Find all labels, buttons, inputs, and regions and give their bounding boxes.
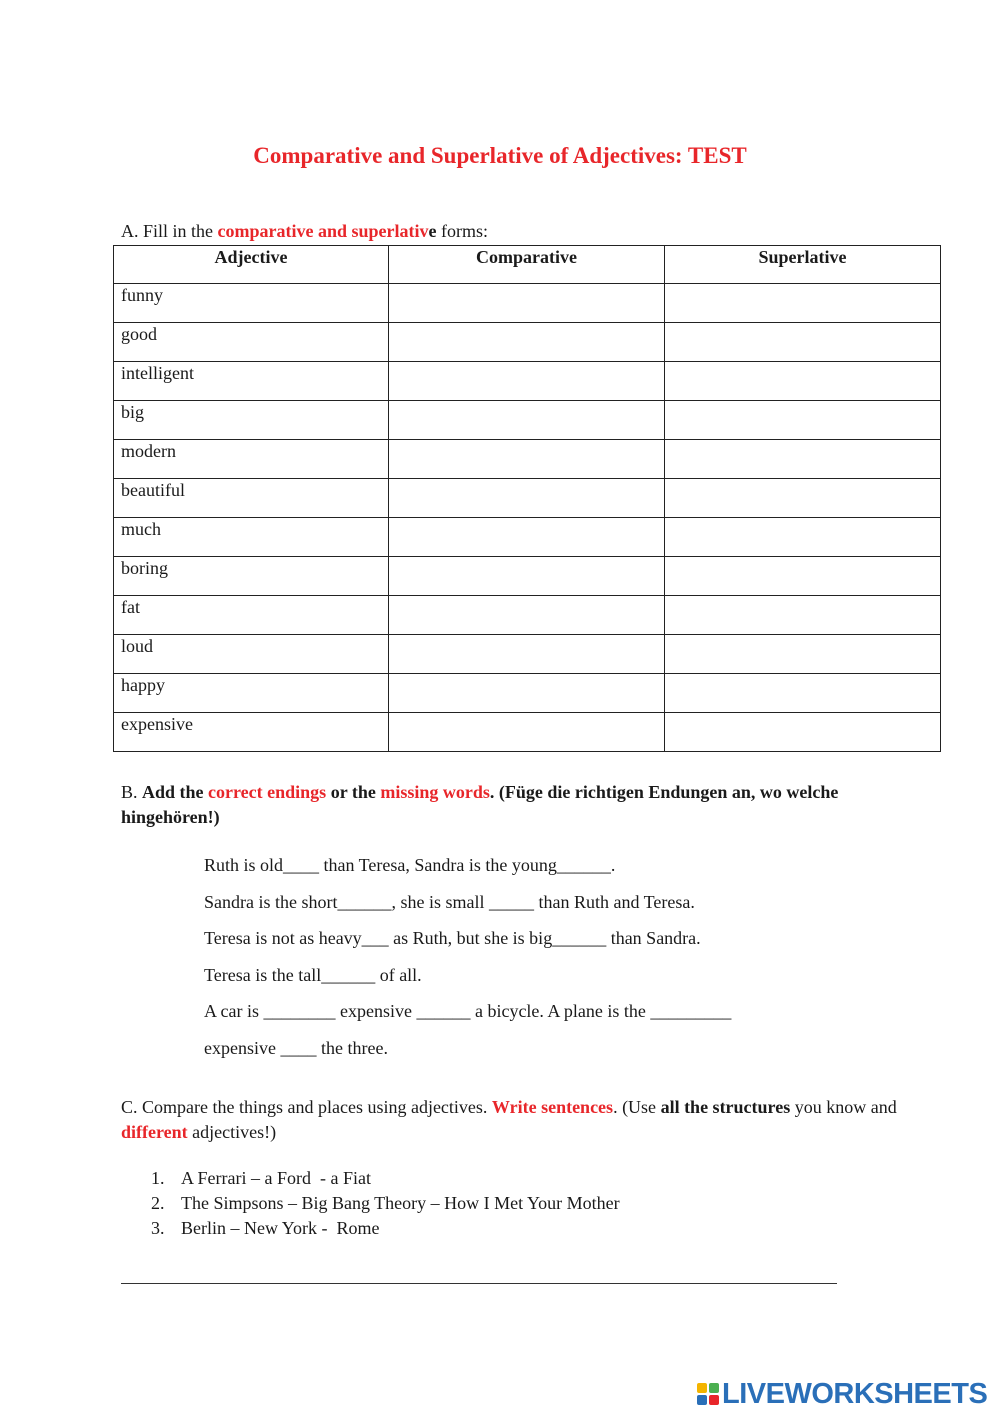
table-row [114,596,941,635]
section-c-text-2: . (Use [613,1097,661,1117]
adjective-cell: much [114,518,389,557]
table-row [114,713,941,752]
compare-items-list [151,1166,620,1241]
table-row [114,635,941,674]
logo-square-1 [697,1383,707,1393]
section-b-text-2: or the [326,782,381,802]
logo-text: LIVEWORKSHEETS [722,1377,988,1410]
list-item-number: 3. [151,1218,165,1238]
logo-square-2 [709,1383,719,1393]
adjective-cell: modern [114,440,389,479]
liveworksheets-logo [697,1378,987,1410]
adjective-cell: expensive [114,713,389,752]
sentence: A car is ________ expensive ______ a bicycle. A plane is the _________ [204,1001,732,1021]
table-row [114,440,941,479]
header-adjective: Adjective [114,246,389,284]
section-a-prefix: A. Fill in the [121,221,218,241]
superlative-answer-cell[interactable] [665,635,941,674]
superlative-answer-cell[interactable] [665,674,941,713]
superlative-answer-cell[interactable] [665,713,941,752]
adjective-table [113,245,941,752]
adjective-cell: happy [114,674,389,713]
adjective-cell: boring [114,557,389,596]
table-header-row [114,246,941,284]
list-item-number: 2. [151,1193,165,1213]
section-a-suffix: forms: [436,221,489,241]
superlative-answer-cell[interactable] [665,284,941,323]
list-item-text: The Simpsons – Big Bang Theory – How I Met Your Mother [181,1193,620,1213]
superlative-answer-cell[interactable] [665,518,941,557]
logo-mark-icon [697,1383,719,1405]
list-item [151,1191,620,1216]
comparative-answer-cell[interactable] [389,440,665,479]
comparative-answer-cell[interactable] [389,596,665,635]
section-c-red-1: Write sentences [491,1097,614,1117]
section-b-text-3: . (Füge die richtigen Endungen an, wo welche hingehören!) [121,782,839,827]
section-b-red-1: correct endings [208,782,327,802]
section-c-instruction [121,1095,901,1145]
comparative-answer-cell[interactable] [389,401,665,440]
adjective-cell: funny [114,284,389,323]
table-row [114,323,941,362]
section-c-red-2: different [121,1122,188,1142]
section-a-highlight-tail: e [428,221,437,241]
table-row [114,557,941,596]
answer-line[interactable] [121,1283,837,1284]
sentence-list [204,853,731,1072]
superlative-answer-cell[interactable] [665,596,941,635]
section-c-text-3: you know and [790,1097,897,1117]
list-item-number: 1. [151,1168,165,1188]
section-c-text-1: C. Compare the things and places using adjectives. [121,1097,492,1117]
superlative-answer-cell[interactable] [665,557,941,596]
section-c-bold-1: all the structures [660,1097,791,1117]
list-item [151,1216,620,1241]
section-b-label: B. [121,782,143,802]
page-title: Comparative and Superlative of Adjectives: TEST [253,143,747,168]
section-b-text-1: Add the [142,782,209,802]
superlative-answer-cell[interactable] [665,401,941,440]
header-superlative: Superlative [665,246,941,284]
comparative-answer-cell[interactable] [389,479,665,518]
list-item [151,1166,620,1191]
section-b-instruction [121,780,881,830]
table-row [114,479,941,518]
list-item-text: A Ferrari – a Ford - a Fiat [181,1168,371,1188]
comparative-answer-cell[interactable] [389,362,665,401]
section-a-instruction [121,219,488,244]
sentence: expensive ____ the three. [204,1037,388,1058]
sentence: Ruth is old____ than Teresa, Sandra is the young______. [204,855,616,875]
table-row [114,674,941,713]
comparative-answer-cell[interactable] [389,635,665,674]
comparative-answer-cell[interactable] [389,557,665,596]
table-row [114,518,941,557]
adjective-cell: intelligent [114,362,389,401]
logo-square-3 [697,1395,707,1405]
sentence: Sandra is the short______, she is small _____ than Ruth and Teresa. [204,891,695,912]
table-row [114,362,941,401]
adjective-cell: big [114,401,389,440]
section-c-text-4: adjectives!) [187,1122,277,1142]
superlative-answer-cell[interactable] [665,323,941,362]
adjective-cell: beautiful [114,479,389,518]
table-row [114,284,941,323]
sentence: Teresa is not as heavy___ as Ruth, but she is big______ than Sandra. [204,928,701,948]
list-item-text: Berlin – New York - Rome [181,1218,380,1238]
comparative-answer-cell[interactable] [389,674,665,713]
comparative-answer-cell[interactable] [389,323,665,362]
superlative-answer-cell[interactable] [665,479,941,518]
superlative-answer-cell[interactable] [665,362,941,401]
logo-square-4 [709,1395,719,1405]
adjective-cell: loud [114,635,389,674]
adjective-cell: good [114,323,389,362]
header-comparative: Comparative [389,246,665,284]
superlative-answer-cell[interactable] [665,440,941,479]
table-row [114,401,941,440]
section-a-highlight: comparative and superlativ [217,221,429,241]
adjective-cell: fat [114,596,389,635]
comparative-answer-cell[interactable] [389,713,665,752]
section-b-red-2: missing words [380,782,490,802]
comparative-answer-cell[interactable] [389,284,665,323]
sentence: Teresa is the tall______ of all. [204,964,422,985]
comparative-answer-cell[interactable] [389,518,665,557]
